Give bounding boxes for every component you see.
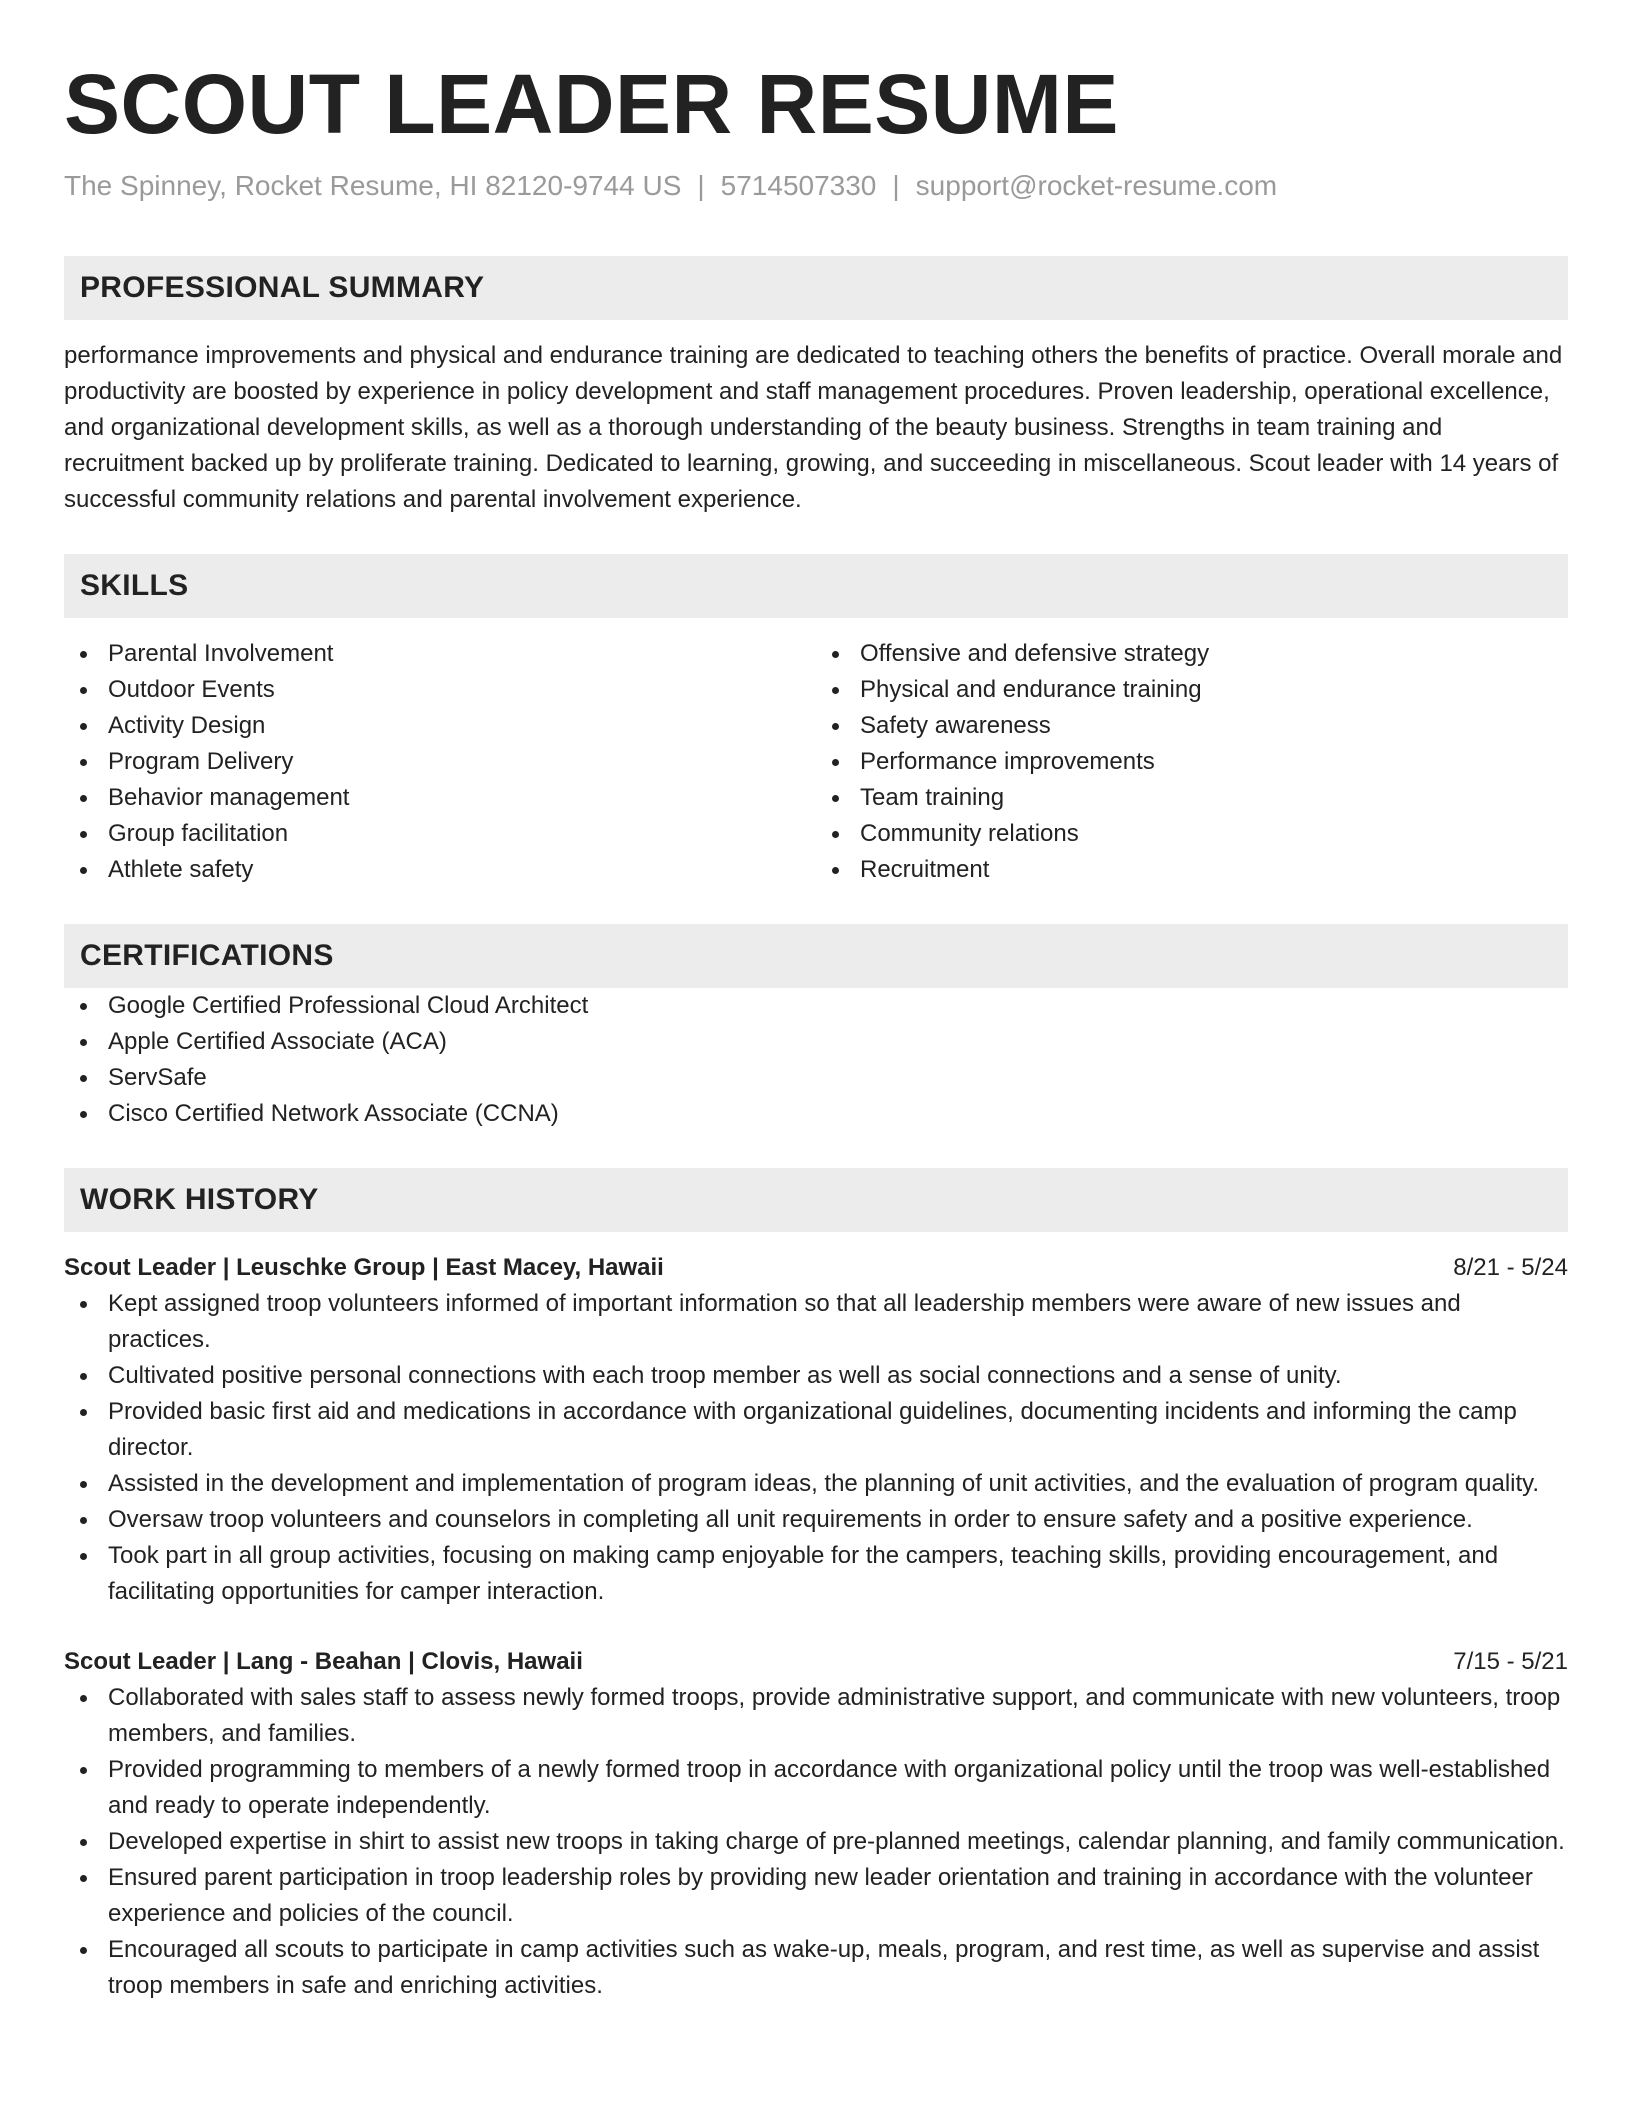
skill-item: Program Delivery [64, 744, 816, 780]
job-dates: 8/21 - 5/24 [1453, 1254, 1568, 1281]
job-duty-item: Ensured parent participation in troop leadership roles by providing new leader orientation and training in accordance with the volunteer experience and policies of the council. [64, 1860, 1568, 1932]
job-header [64, 1644, 1568, 1680]
job-title: Scout Leader | Lang - Beahan | Clovis, Hawaii [64, 1648, 583, 1675]
job-duty-item: Took part in all group activities, focusing on making camp enjoyable for the campers, teaching skills, providing encouragement, and facilitating opportunities for camper interaction. [64, 1538, 1568, 1610]
job-entry [64, 1644, 1568, 2004]
job-duty-item: Provided basic first aid and medications in accordance with organizational guidelines, documenting incidents and informing the camp director. [64, 1394, 1568, 1466]
job-header [64, 1250, 1568, 1286]
contact-address: The Spinney, Rocket Resume, HI 82120-9744 US [64, 170, 682, 201]
resume-title: SCOUT LEADER RESUME [64, 57, 1119, 151]
summary-paragraph: performance improvements and physical and endurance training are dedicated to teaching others the benefits of practice. Overall morale and productivity are boosted by experience in policy development and staff management procedures. Proven leadership, operational excellence, and organizational development skills, as well as a thorough understanding of the beauty business. Strengths in team training and recruitment backed up by proliferate training. Dedicated to learning, growing, and succeeding in miscellaneous. Scout leader with 14 years of successful community relations and parental involvement experience. [64, 342, 1563, 513]
certification-item: Google Certified Professional Cloud Architect [64, 988, 1568, 1024]
job-duty-item: Developed expertise in shirt to assist new troops in taking charge of pre-planned meetings, calendar planning, and family communication. [64, 1824, 1568, 1860]
skill-item: Athlete safety [64, 852, 816, 888]
section-header-summary: PROFESSIONAL SUMMARY [64, 256, 1568, 320]
skill-item: Behavior management [64, 780, 816, 816]
skill-item: Outdoor Events [64, 672, 816, 708]
job-duty-item: Oversaw troop volunteers and counselors in completing all unit requirements in order to ensure safety and a positive experience. [64, 1502, 1568, 1538]
skill-item: Performance improvements [816, 744, 1568, 780]
contact-separator: | [892, 170, 900, 201]
skill-item: Team training [816, 780, 1568, 816]
skill-item: Safety awareness [816, 708, 1568, 744]
certification-item: Apple Certified Associate (ACA) [64, 1024, 1568, 1060]
job-duties-list [64, 1680, 1568, 2004]
skill-item: Recruitment [816, 852, 1568, 888]
skill-item: Parental Involvement [64, 636, 816, 672]
job-duty-item: Collaborated with sales staff to assess newly formed troops, provide administrative support, and communicate with new volunteers, troop members, and families. [64, 1680, 1568, 1752]
skills-list-left [64, 636, 816, 888]
job-duty-item: Encouraged all scouts to participate in camp activities such as wake-up, meals, program, and rest time, as well as supervise and assist troop members in safe and enriching activities. [64, 1932, 1568, 2004]
section-header-work-history: WORK HISTORY [64, 1168, 1568, 1232]
skills-grid [64, 636, 1568, 888]
skills-column-left [64, 636, 816, 888]
skills-list-right [816, 636, 1568, 888]
job-dates: 7/15 - 5/21 [1453, 1648, 1568, 1675]
contact-email: support@rocket-resume.com [915, 170, 1278, 201]
job-duty-item: Cultivated positive personal connections with each troop member as well as social connections and a sense of unity. [64, 1358, 1568, 1394]
skill-item: Activity Design [64, 708, 816, 744]
skill-item: Physical and endurance training [816, 672, 1568, 708]
certification-item: ServSafe [64, 1060, 1568, 1096]
job-duty-item: Kept assigned troop volunteers informed of important information so that all leadership members were aware of new issues and practices. [64, 1286, 1568, 1358]
skill-item: Community relations [816, 816, 1568, 852]
certification-item: Cisco Certified Network Associate (CCNA) [64, 1096, 1568, 1132]
contact-separator: | [697, 170, 705, 201]
job-duty-item: Provided programming to members of a newly formed troop in accordance with organizational policy until the troop was well-established and ready to operate independently. [64, 1752, 1568, 1824]
contact-line [64, 168, 1568, 204]
contact-phone: 5714507330 [720, 170, 877, 201]
skill-item: Offensive and defensive strategy [816, 636, 1568, 672]
section-header-certifications: CERTIFICATIONS [64, 924, 1568, 988]
job-duty-item: Assisted in the development and implementation of program ideas, the planning of unit activities, and the evaluation of program quality. [64, 1466, 1568, 1502]
skill-item: Group facilitation [64, 816, 816, 852]
certifications-list [64, 988, 1568, 1132]
job-duties-list [64, 1286, 1568, 1610]
section-header-skills: SKILLS [64, 554, 1568, 618]
job-entry [64, 1250, 1568, 1610]
job-title: Scout Leader | Leuschke Group | East Macey, Hawaii [64, 1254, 664, 1281]
skills-column-right [816, 636, 1568, 888]
